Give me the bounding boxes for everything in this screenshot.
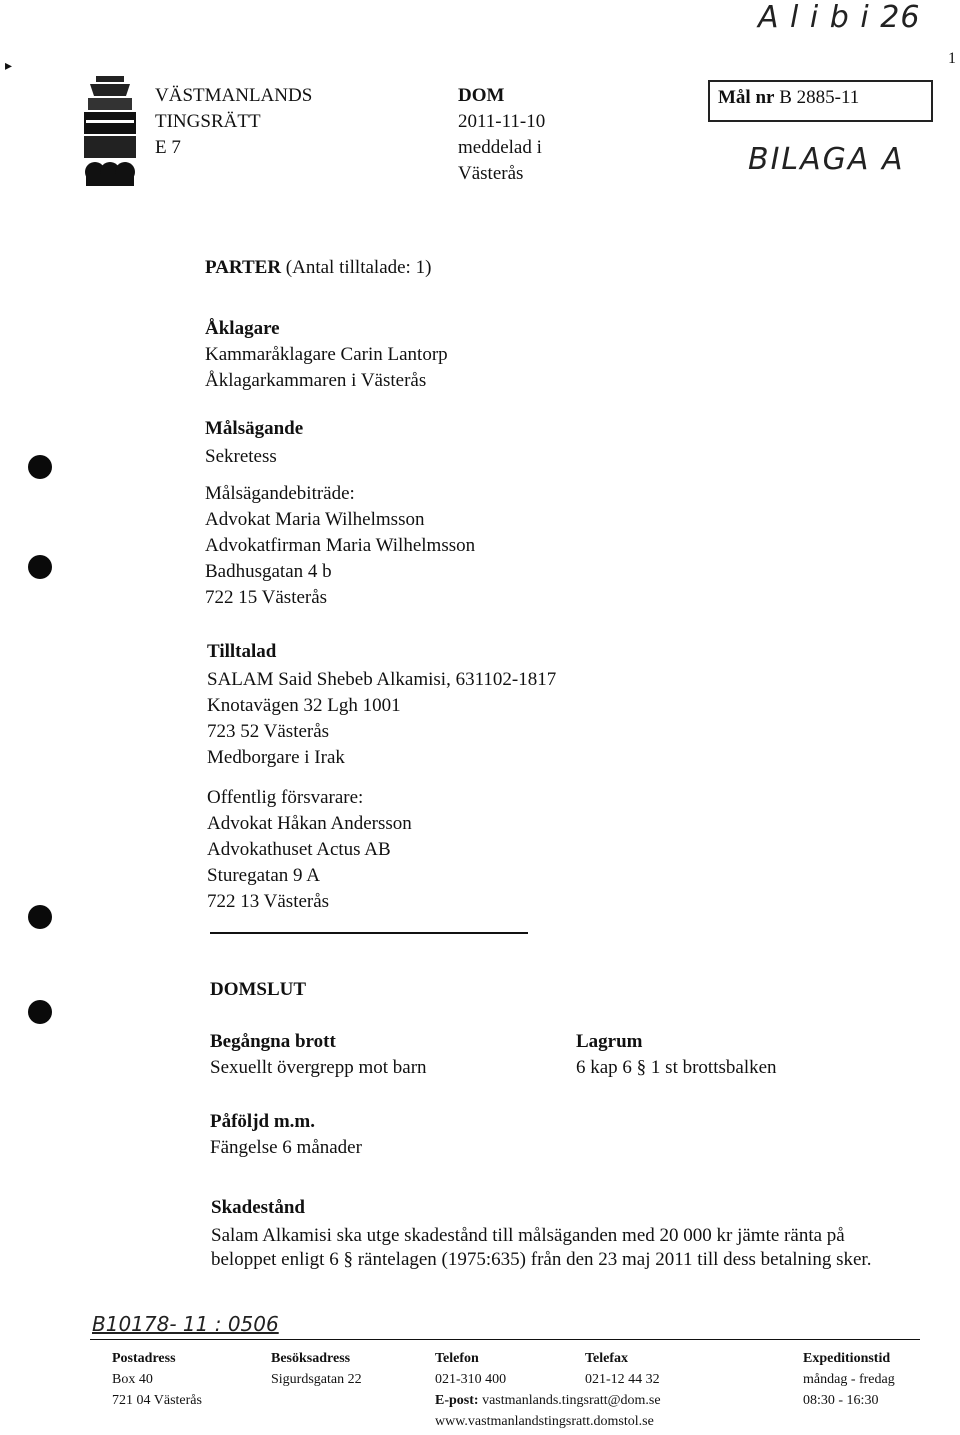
- issued-label: meddelad i: [458, 137, 542, 158]
- footer-label: Postadress: [112, 1351, 176, 1366]
- footer-rule: [90, 1339, 920, 1340]
- footer-value: 021-310 400: [435, 1372, 507, 1387]
- skadestand-heading: Skadestånd: [211, 1197, 305, 1218]
- case-number-box: [708, 80, 933, 122]
- aklagare-line: Kammaråklagare Carin Lantorp: [205, 344, 448, 365]
- parter-heading: [205, 256, 431, 280]
- footer-besoksadress: [271, 1348, 362, 1390]
- forsvarare-line: Sturegatan 9 A: [207, 865, 320, 886]
- brott-block: [210, 1030, 427, 1080]
- document-header: [458, 84, 545, 186]
- handwritten-bilaga: BILAGA A: [748, 142, 905, 177]
- arrow-mark-icon: ▸: [5, 59, 13, 74]
- footer-label: Expeditionstid: [803, 1351, 891, 1366]
- tilltalad-block: [207, 640, 556, 914]
- footer-value: Box 40: [112, 1372, 153, 1387]
- malsagandebitrade-line: Advokatfirman Maria Wilhelmsson: [205, 535, 476, 556]
- handwritten-annotation-top: A l i b i 26: [758, 0, 921, 35]
- malsagandebitrade-line: Advokat Maria Wilhelmsson: [205, 509, 425, 530]
- malsagandebitrade-label: Målsägandebiträde:: [205, 483, 355, 504]
- tilltalad-line: Knotavägen 32 Lgh 1001: [207, 695, 401, 716]
- website-link[interactable]: www.vastmanlandstingsratt.domstol.se: [435, 1414, 654, 1429]
- document-type: DOM: [458, 85, 505, 106]
- footer-postadress: [112, 1348, 202, 1411]
- footer-value: 08:30 - 16:30: [803, 1393, 879, 1408]
- forsvarare-label: Offentlig försvarare:: [207, 787, 364, 808]
- forsvarare-line: Advokat Håkan Andersson: [207, 813, 412, 834]
- footer-value: måndag - fredag: [803, 1372, 895, 1387]
- brott-heading: Begångna brott: [210, 1031, 336, 1052]
- punch-hole-1: [28, 455, 52, 479]
- brott-value: Sexuellt övergrepp mot barn: [210, 1057, 427, 1078]
- footer-value: 721 04 Västerås: [112, 1393, 202, 1408]
- forsvarare-line: Advokathuset Actus AB: [207, 839, 391, 860]
- court-crest-logo: [80, 74, 140, 188]
- lagrum-block: [576, 1030, 777, 1080]
- lagrum-value: 6 kap 6 § 1 st brottsbalken: [576, 1057, 777, 1078]
- tilltalad-line: Medborgare i Irak: [207, 747, 345, 768]
- skadestand-block: [211, 1196, 871, 1272]
- pafoljd-value: Fängelse 6 månader: [210, 1137, 362, 1158]
- footer-value: 021-12 44 32: [585, 1372, 660, 1387]
- tilltalad-line: 723 52 Västerås: [207, 721, 330, 742]
- malsagande-block: [205, 417, 475, 610]
- handwritten-stamp: B10178- 11 : 0506: [92, 1312, 279, 1336]
- punch-hole-3: [28, 905, 52, 929]
- forsvarare-line: 722 13 Västerås: [207, 891, 330, 912]
- parter-count: (Antal tilltalade: 1): [285, 257, 432, 278]
- domslut-heading: DOMSLUT: [210, 979, 307, 1000]
- aklagare-heading: Åklagare: [205, 318, 280, 339]
- footer-label: Besöksadress: [271, 1351, 351, 1366]
- section-divider: [210, 932, 528, 934]
- email-link[interactable]: vastmanlands.tingsratt@dom.se: [482, 1393, 661, 1408]
- court-name-line1: VÄSTMANLANDS: [155, 85, 313, 106]
- issued-place: Västerås: [458, 163, 524, 184]
- lagrum-heading: Lagrum: [576, 1031, 643, 1052]
- aklagare-block: [205, 317, 448, 393]
- skadestand-text: beloppet enligt 6 § räntelagen (1975:635) från den 23 maj 2011 till dess betalning sker.: [211, 1249, 872, 1270]
- tilltalad-heading: Tilltalad: [207, 641, 277, 662]
- pafoljd-block: [210, 1110, 362, 1160]
- case-number: B 2885-11: [779, 87, 860, 108]
- page-number: 1: [948, 50, 956, 67]
- malsagande-line: Sekretess: [205, 446, 277, 467]
- court-name: [155, 84, 312, 160]
- footer-label: Telefax: [585, 1351, 629, 1366]
- malsagande-heading: Målsägande: [205, 418, 304, 439]
- malsagandebitrade-line: 722 15 Västerås: [205, 587, 328, 608]
- footer-label: Telefon: [435, 1351, 479, 1366]
- case-label: Mål nr: [718, 87, 775, 108]
- footer-expeditionstid: [803, 1348, 895, 1411]
- punch-hole-2: [28, 555, 52, 579]
- malsagandebitrade-line: Badhusgatan 4 b: [205, 561, 332, 582]
- footer-value: Sigurdsgatan 22: [271, 1372, 362, 1387]
- court-name-line2: TINGSRÄTT: [155, 111, 261, 132]
- punch-hole-4: [28, 1000, 52, 1024]
- parter-title: PARTER: [205, 257, 282, 278]
- document-date: 2011-11-10: [458, 111, 546, 132]
- tilltalad-line: SALAM Said Shebeb Alkamisi, 631102-1817: [207, 669, 557, 690]
- pafoljd-heading: Påföljd m.m.: [210, 1111, 316, 1132]
- court-unit: E 7: [155, 137, 181, 158]
- email-label: E-post:: [435, 1393, 479, 1408]
- aklagare-line: Åklagarkammaren i Västerås: [205, 370, 427, 391]
- footer-telefax: [585, 1348, 660, 1390]
- skadestand-text: Salam Alkamisi ska utge skadestånd till målsäganden med 20 000 kr jämte ränta på: [211, 1225, 845, 1246]
